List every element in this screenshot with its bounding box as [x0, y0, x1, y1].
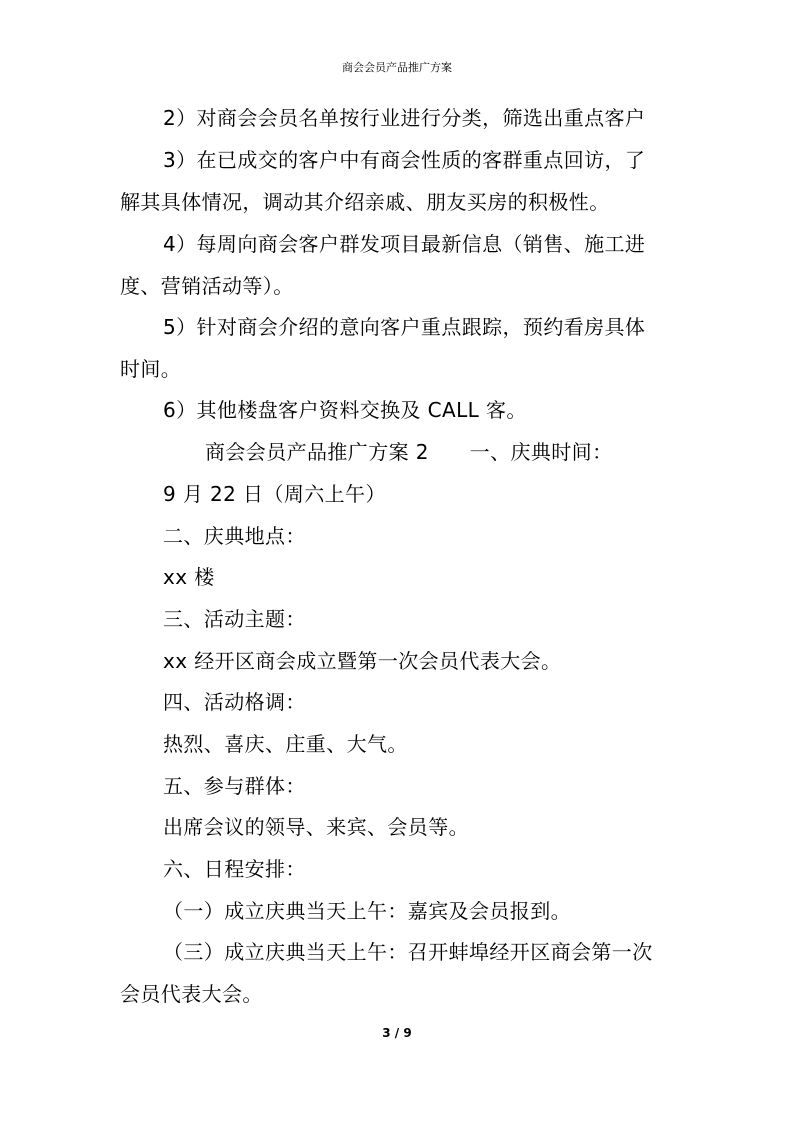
page-number: 3 / 9	[382, 1026, 412, 1040]
paragraph-line: 出席会议的领导、来宾、会员等。	[163, 815, 469, 839]
page-header-title: 商会会员产品推广方案	[342, 61, 452, 74]
paragraph-line: （一）成立庆典当天上午：嘉宾及会员报到。	[163, 899, 571, 923]
paragraph-line: xx 楼	[163, 565, 215, 589]
paragraph-line: 9 月 22 日（周六上午）	[163, 482, 386, 506]
paragraph-line: 热烈、喜庆、庄重、大气。	[163, 732, 408, 756]
paragraph-line: 解其具体情况，调动其介绍亲戚、朋友买房的积极性。	[120, 190, 610, 214]
paragraph-line: （三）成立庆典当天上午：召开蚌埠经开区商会第一次	[163, 940, 653, 964]
section-heading: 二、庆典地点：	[163, 524, 306, 548]
section-heading: 五、参与群体：	[163, 774, 306, 798]
section-heading: 四、活动格调：	[163, 690, 306, 714]
paragraph-line: 时间。	[120, 357, 182, 381]
paragraph-line: 6）其他楼盘客户资料交换及 CALL 客。	[163, 398, 527, 422]
paragraph-line: 4）每周向商会客户群发项目最新信息（销售、施工进	[163, 232, 646, 256]
paragraph-line: 2）对商会会员名单按行业进行分类，筛选出重点客户	[163, 106, 646, 130]
paragraph-line: 5）针对商会介绍的意向客户重点跟踪，预约看房具体	[163, 315, 646, 339]
paragraph-line: 度、营销活动等）。	[120, 274, 294, 298]
paragraph-line: 会员代表大会。	[120, 982, 263, 1006]
section-heading: 三、活动主题：	[163, 607, 306, 631]
section-title-line: 商会会员产品推广方案 2 一、庆典时间：	[205, 440, 613, 464]
paragraph-line: xx 经开区商会成立暨第一次会员代表大会。	[163, 649, 562, 673]
section-heading: 六、日程安排：	[163, 857, 306, 881]
paragraph-line: 3）在已成交的客户中有商会性质的客群重点回访，了	[163, 148, 646, 172]
